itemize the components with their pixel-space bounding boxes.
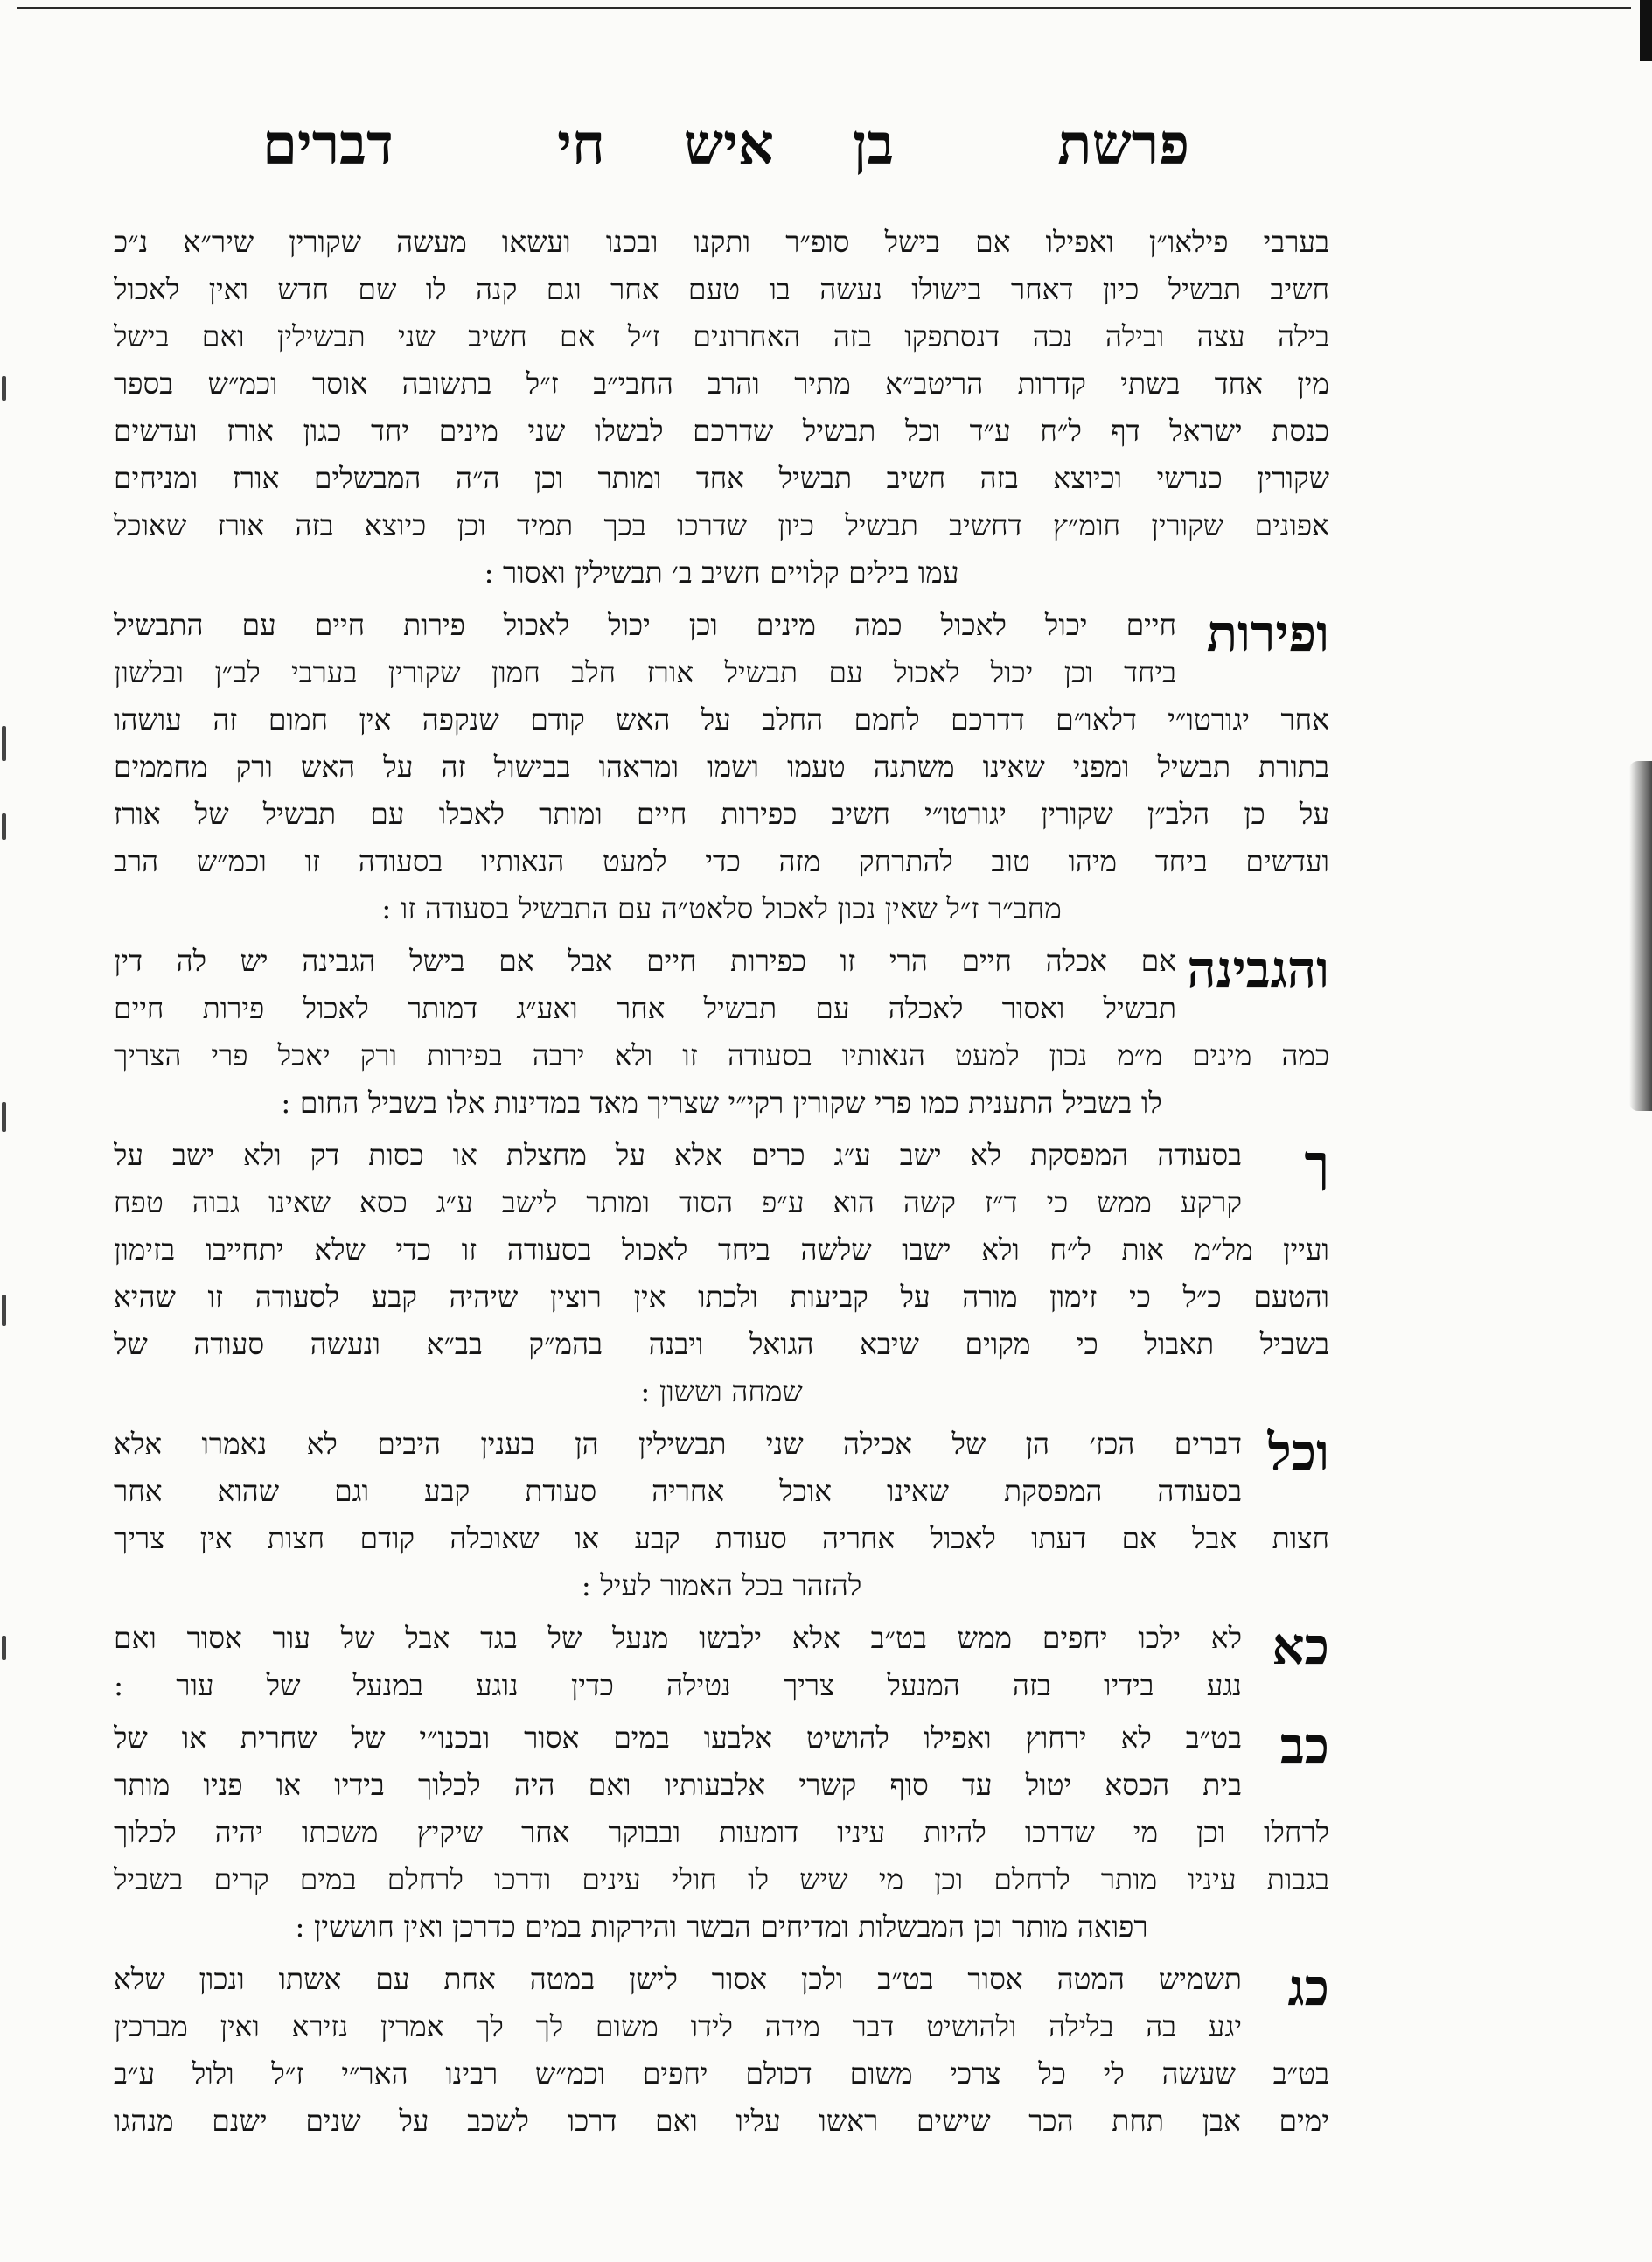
indented-lines	[114, 1132, 1242, 1226]
book-title-word: בן	[852, 111, 895, 178]
intro-paragraph	[114, 219, 1329, 597]
text-line: על כן הלב״ן שקורין יגורטו״י חשיב כפירות חיים ומותר לאכלו עם תבשיל של אורז	[114, 797, 1329, 831]
text-line: ועיין מל״מ אות ל״ח ולא ישבו שלשה ביחד לאכול בסעודה זו כדי שלא יתחייבו בזימון	[114, 1232, 1329, 1267]
indented-lines	[114, 1714, 1242, 1809]
text-line: חצות אבל אם דעתו לאכול אחריה סעודת קבע או שאוכלה קודם חצות אין צריך	[114, 1521, 1329, 1555]
text-line: אחר יגורטו״י דלאו״ם דדרכם לחמם החלב על האש קודם שנקפה אין חמום זה עושהו	[114, 702, 1329, 737]
parsha-label: פרשת	[1057, 111, 1189, 178]
book-title	[557, 112, 894, 178]
section-opening-word: ופירות	[1206, 604, 1329, 663]
section-opening-word: כג	[1287, 1958, 1329, 2017]
margin-mark	[2, 1636, 6, 1660]
text-line: מחב״ר ז״ל שאין נכון לאכול סלאט״ה עם התבשיל בסעודה זו :	[381, 891, 1062, 925]
text-line: בט״ב שעשה לי כל צרכי משום דכולם יחפים וכמ״ש רבינו האר״י ז״ל ולול ע״ב	[114, 2056, 1329, 2091]
indented-lines	[114, 1615, 1242, 1709]
text-line: ימים אבן תחת הכר שישים ראשו עליו ואם דרכו לשכב על שנים ישנם מנהגו	[114, 2104, 1329, 2138]
margin-mark	[2, 376, 6, 401]
text-line: חשיב תבשיל כיון דאחר בישולו נעשה בו טעם אחר וגם קנה לו שם חדש ואין לאכול	[114, 272, 1329, 306]
scan-binding-shadow	[1629, 761, 1652, 1111]
text-line: בגבות עיניו מותר לרחלם וכן מי שיש לו חולי עינים ודרכו לרחלם במים קרים בשביל	[114, 1862, 1329, 1896]
text-line: אפונים שקורין חומ״ץ דחשיב תבשיל כיון שדרכו בכך תמיד וכן כיוצא בזה אורז שאוכל	[114, 508, 1329, 542]
text-line: בערבי פילאו״ן ואפילו אם בישל סופ״ר ותקנו ובכנו ועשאו מעשה שקורין שיר״א נ״כ	[114, 225, 1329, 259]
section	[114, 602, 1329, 932]
text-line: נגע בידיו בזה המנעל צריך נטילה כדין נוגע במנעל של עור :	[114, 1668, 1242, 1702]
text-line: שקורין כנרשי וכיוצא בזה חשיב תבשיל אחד ומותר וכן ה״ה המבשלים אורז ומניחים	[114, 461, 1329, 495]
text-line: לו בשביל התענית כמו פרי שקורין רקי״י שצריך מאד במדינות אלו בשביל החום :	[281, 1086, 1162, 1120]
text-line: רפואה מותר וכן המבשלות ומדיחים הבשר והירקות במים כדרכן ואין חוששין :	[295, 1909, 1148, 1944]
section-opening-word: וכל	[1267, 1422, 1329, 1482]
section	[114, 1132, 1329, 1415]
margin-mark	[2, 1295, 6, 1326]
text-line: עמו בילים קלויים חשיב ב׳ תבשילין ואסור :	[484, 555, 959, 590]
text-line: מין אחד בשתי קדרות הריטב״א מתיר והרב החבי״ב ז״ל בתשובה אוסר וכמ״ש בספר	[114, 367, 1329, 401]
sections	[114, 602, 1329, 2145]
indented-lines	[114, 602, 1176, 696]
indented-lines	[114, 1956, 1242, 2050]
text-line: דברים הכז׳ הן של אכילה שני תבשילין הן בענין היבים לא נאמרו אלא	[114, 1427, 1242, 1461]
text-line: ביחד וכן יכול לאכול עם תבשיל אורז חלב חמון שקורין בערבי לב״ן ובלשון	[114, 655, 1176, 689]
text-line: בסעודה המפסקת שאינו אוכל אחריה סעודת קבע וגם שהוא אחר	[114, 1474, 1242, 1508]
page-header	[262, 105, 1189, 184]
text-line: יגע בה בלילה ולהושיט דבר מידה לידו משום לך לך אמרין נזירא ואין מברכין	[114, 2009, 1242, 2043]
margin-mark	[2, 813, 6, 840]
indented-lines	[114, 938, 1176, 1032]
text-line: לרחלו וכן מי שדרכו להיות עיניו דומעות ובבוקר אחר שיקיץ משכתו יהיה לכלוך	[114, 1815, 1329, 1849]
text-line: לא ילכו יחפים ממש בט״ב אלא ילבשו מנעל של בגד אבל של עור אסור ואם	[114, 1621, 1242, 1655]
text-line: בתורת תבשיל ומפני שאינו משתנה טעמו ושמו ומראהו בבישול זה על האש ורק מחממים	[114, 750, 1329, 784]
section-opening-word: כא	[1272, 1616, 1329, 1676]
text-line: ועדשים ביחד מיהו טוב להתרחק מזה כדי למעט הנאותיו בסעודה זו וכמ״ש הרב	[114, 844, 1329, 878]
section-opening-word: כב	[1279, 1716, 1329, 1776]
text-line: והטעם כ״ל כי זימון מורה על קביעות ולכתו אין רוצין שיהיה קבע לסעודה זו שהיא	[114, 1280, 1329, 1314]
text-line: בט״ב לא ירחוץ ואפילו להושיט אלבעו במים אסור ובכנו״י של שחרית או של	[114, 1721, 1242, 1755]
section-opening-word: והגבינה	[1187, 939, 1329, 999]
text-line: תשמיש המטה אסור בט״ב ולכן אסור לישן במטה אחת עם אשתו ונכון שלא	[114, 1962, 1242, 1996]
text-line: שמחה וששון :	[640, 1374, 803, 1408]
parsha-name: דברים	[262, 111, 394, 178]
text-line: חיים יכול לאכול כמה מינים וכן יכול לאכול פירות חיים עם התבשיל	[114, 608, 1176, 642]
book-title-word: איש	[683, 111, 774, 178]
book-title-word: חי	[557, 111, 605, 178]
section	[114, 1956, 1329, 2145]
section-opening-word: ך	[1304, 1134, 1329, 1193]
margin-mark	[2, 1102, 6, 1132]
section	[114, 1615, 1329, 1709]
section	[114, 1714, 1329, 1951]
indented-lines	[114, 1421, 1242, 1515]
text-line: קרקע ממש כי ד״ז קשה הוא ע״פ הסוד ומותר לישב ע״ג כסא שאינו גבוה טפח	[114, 1185, 1242, 1219]
text-line: כנסת ישראל דף ל״ח ע״ד וכל תבשיל שדרכם לבשלו שני מינים יחד כגון אורז ועדשים	[114, 414, 1329, 448]
scan-top-border	[17, 7, 1631, 9]
text-line: בית הכסא יטול עד סוף קשרי אלבעותיו ואם היה לכלוך בידיו או פניו מותר	[114, 1768, 1242, 1802]
text-line: בשביל תאבול כי מקוים שיבא הגואל ויבנה בהמ״ק בב״א ונעשה סעודה של	[114, 1327, 1329, 1361]
text-line: תבשיל ואסור לאכלה עם תבשיל אחר ואע״ג דמותר לאכול פירות חיים	[114, 991, 1176, 1025]
text-line: להזהר בכל האמור לעיל :	[581, 1568, 862, 1602]
section	[114, 1421, 1329, 1609]
scan-corner-shadow	[1640, 0, 1652, 61]
text-line: בילה עצה ובילה נכה דנסתפקו בזה האחרונים ז״ל אם חשיב שני תבשילין ואם בישל	[114, 319, 1329, 353]
text-line: אם אכלה חיים הרי זו כפירות חיים אבל אם בישל הגבינה יש לה דין	[114, 944, 1176, 978]
page-body	[114, 219, 1329, 2145]
text-line: בסעודה המפסקת לא ישב ע״ג כרים אלא על מחצלת או כסות דק ולא ישב על	[114, 1138, 1242, 1172]
margin-mark	[2, 726, 6, 761]
text-line: כמה מינים מ״מ נכון למעט הנאותיו בסעודה זו ולא ירבה בפירות ורק יאכל פרי הצריך	[114, 1038, 1329, 1072]
section	[114, 938, 1329, 1127]
